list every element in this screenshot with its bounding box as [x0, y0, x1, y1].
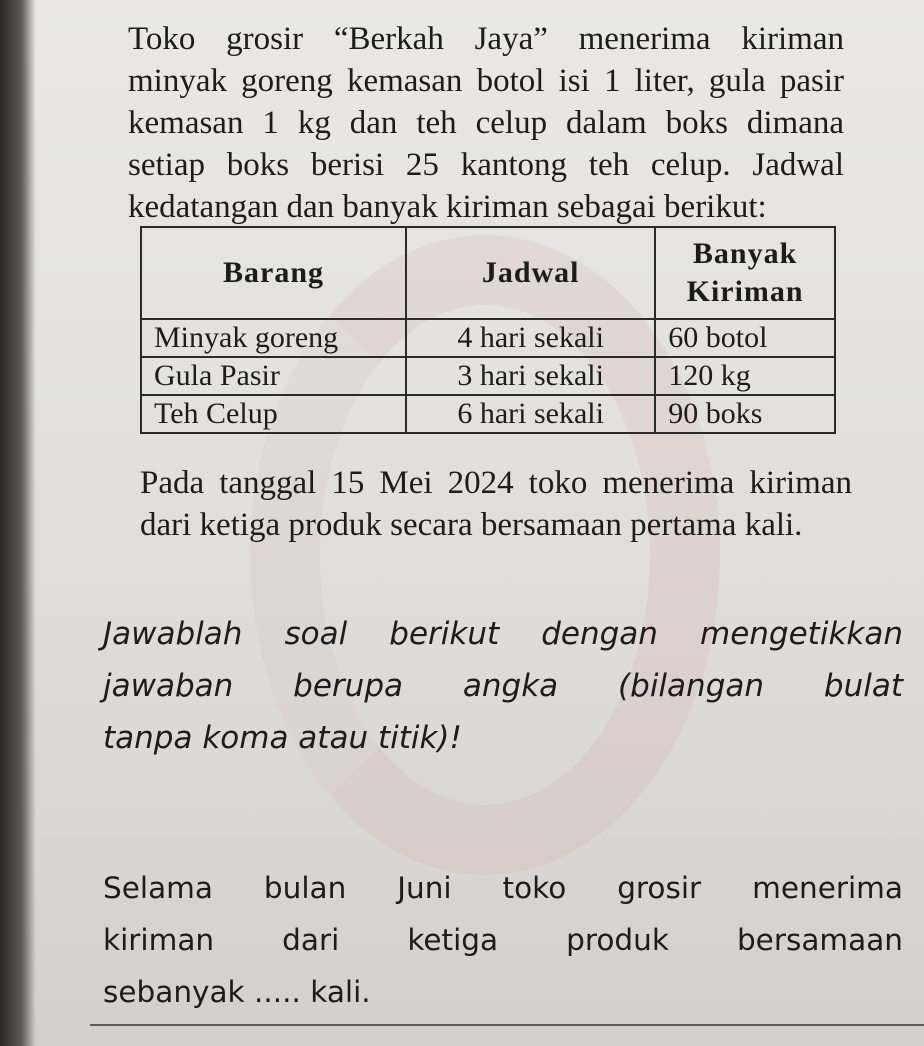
instruction-paragraph	[103, 608, 903, 764]
intro-line: kedatangan dan banyak kiriman sebagai berikut:	[128, 189, 767, 225]
instruction-line: jawaban berupa angka (bilangan bulat	[103, 668, 903, 704]
instruction-line: tanpa koma atau titik)!	[103, 720, 462, 756]
header-banyak-line1: Banyak	[692, 237, 798, 270]
intro-line: Toko grosir “Berkah Jaya” menerima kiriman	[128, 21, 844, 57]
table-row	[141, 395, 835, 433]
delivery-schedule-table	[140, 226, 836, 434]
schedule-paragraph	[140, 462, 852, 546]
answer-divider	[90, 1024, 924, 1026]
intro-line: minyak goreng kemasan botol isi 1 liter, gula pasir	[128, 63, 844, 99]
header-banyak-kiriman	[655, 227, 835, 319]
table-row	[141, 319, 835, 357]
schedule-line: dari ketiga produk secara bersamaan pertama kali.	[140, 507, 803, 543]
header-banyak-line2: Kiriman	[686, 275, 804, 308]
schedule-line: Pada tanggal 15 Mei 2024 toko menerima kiriman	[140, 465, 852, 501]
cell-barang: Gula Pasir	[141, 357, 406, 395]
intro-line: kemasan 1 kg dan teh celup dalam boks dimana	[128, 105, 844, 141]
table-row	[141, 357, 835, 395]
instruction-line: Jawablah soal berikut dengan mengetikkan	[103, 616, 903, 652]
cell-banyak: 60 botol	[655, 319, 835, 357]
cell-banyak: 120 kg	[655, 357, 835, 395]
intro-line: setiap boks berisi 25 kantong teh celup. Jadwal	[128, 147, 844, 183]
header-jadwal: Jadwal	[406, 227, 655, 319]
question-line: Selama bulan Juni toko grosir menerima	[103, 871, 903, 905]
screen-bezel	[0, 0, 36, 1046]
question-line: kiriman dari ketiga produk bersamaan	[103, 923, 903, 957]
cell-barang: Teh Celup	[141, 395, 406, 433]
cell-banyak: 90 boks	[655, 395, 835, 433]
cell-jadwal: 3 hari sekali	[406, 357, 655, 395]
cell-jadwal: 4 hari sekali	[406, 319, 655, 357]
header-barang: Barang	[141, 227, 406, 319]
cell-barang: Minyak goreng	[141, 319, 406, 357]
cell-jadwal: 6 hari sekali	[406, 395, 655, 433]
intro-paragraph	[128, 18, 844, 228]
table-header-row	[141, 227, 835, 319]
question-paragraph	[103, 862, 903, 1018]
question-line: sebanyak ..... kali.	[103, 975, 371, 1009]
